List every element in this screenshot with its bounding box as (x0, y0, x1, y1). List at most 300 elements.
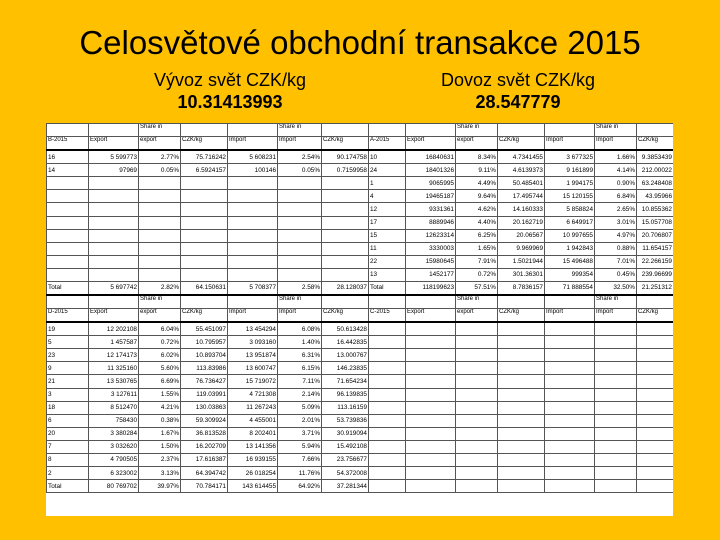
table-row (47, 190, 674, 203)
table-cell: 5 858824 (545, 203, 595, 216)
table-cell: 17.495744 (498, 190, 545, 203)
table-cell (637, 349, 674, 362)
table-cell (456, 322, 498, 336)
table-cell: 13 454294 (228, 322, 278, 336)
table-cell: 2.58% (278, 281, 322, 295)
trade-table-body (47, 124, 674, 493)
trade-table (46, 123, 673, 493)
table-cell (456, 336, 498, 349)
table-cell: 5 608231 (228, 150, 278, 164)
table-cell: 6.84% (595, 190, 637, 203)
table-cell (89, 124, 139, 137)
table-cell (181, 268, 228, 281)
table-cell: 3.71% (278, 427, 322, 440)
table-cell: 4 455001 (228, 414, 278, 427)
import-stat-label: Dovoz svět CZK/kg (440, 70, 596, 90)
table-cell: CZK/kg (181, 137, 228, 151)
table-cell: 3 093160 (228, 336, 278, 349)
table-cell (89, 190, 139, 203)
header-row (47, 137, 674, 151)
table-cell: 59.309924 (181, 414, 228, 427)
table-cell: 6.69% (139, 375, 181, 388)
table-cell (369, 375, 406, 388)
table-cell: 70.784171 (181, 480, 228, 493)
table-cell: 1 994175 (545, 177, 595, 190)
table-cell: 7 (47, 440, 89, 453)
table-cell: 1.55% (139, 388, 181, 401)
table-cell: 1452177 (406, 268, 456, 281)
table-cell: 97969 (89, 164, 139, 177)
table-row (47, 401, 674, 414)
table-cell: 6.02% (139, 349, 181, 362)
table-cell (498, 440, 545, 453)
table-cell: 113.83986 (181, 362, 228, 375)
table-cell (595, 336, 637, 349)
table-cell: export (139, 137, 181, 151)
table-cell: 96.139835 (322, 388, 369, 401)
table-cell (139, 177, 181, 190)
table-cell (322, 177, 369, 190)
table-cell (595, 453, 637, 466)
table-cell: 5.60% (139, 362, 181, 375)
table-cell: 53.739836 (322, 414, 369, 427)
table-cell: 4.62% (456, 203, 498, 216)
table-cell: 0.7159958 (322, 164, 369, 177)
table-cell: Import (228, 309, 278, 323)
table-cell (498, 453, 545, 466)
table-cell: 1.5021944 (498, 255, 545, 268)
table-cell (595, 349, 637, 362)
table-cell: 5 697742 (89, 281, 139, 295)
table-cell (228, 255, 278, 268)
table-cell: 6.31% (278, 349, 322, 362)
table-cell: D-2015 (47, 309, 89, 323)
table-cell (181, 255, 228, 268)
table-row (47, 268, 674, 281)
header-row (47, 309, 674, 323)
table-row (47, 414, 674, 427)
table-cell: CZK/kg (637, 309, 674, 323)
table-cell: 1.65% (456, 242, 498, 255)
table-cell: 0.05% (139, 164, 181, 177)
table-cell: 118199623 (406, 281, 456, 295)
table-cell: 0.72% (456, 268, 498, 281)
table-cell: 28.128037 (322, 281, 369, 295)
table-cell: 0.38% (139, 414, 181, 427)
table-cell (369, 388, 406, 401)
table-cell: 10 (369, 150, 406, 164)
table-row (47, 164, 674, 177)
table-cell: 15 496488 (545, 255, 595, 268)
table-cell: 13 141356 (228, 440, 278, 453)
table-cell: 3.01% (595, 216, 637, 229)
table-cell: 4.40% (456, 216, 498, 229)
table-cell: 90.174758 (322, 150, 369, 164)
table-cell: 3 (47, 388, 89, 401)
table-cell: Export (406, 137, 456, 151)
table-cell (456, 414, 498, 427)
table-row (47, 388, 674, 401)
table-cell: export (456, 137, 498, 151)
table-cell: 2.01% (278, 414, 322, 427)
table-cell: 2.77% (139, 150, 181, 164)
table-cell (47, 268, 89, 281)
table-row (47, 375, 674, 388)
table-cell: 1 942843 (545, 242, 595, 255)
table-cell (228, 216, 278, 229)
header-row (47, 295, 674, 309)
table-cell: 5 599773 (89, 150, 139, 164)
table-cell: 20 (47, 427, 89, 440)
table-cell: 0.45% (595, 268, 637, 281)
table-cell: Import (228, 137, 278, 151)
table-cell: 11.76% (278, 467, 322, 480)
table-cell: 15.057708 (637, 216, 674, 229)
table-cell (406, 414, 456, 427)
table-cell: Export (406, 309, 456, 323)
table-cell: 21.251312 (637, 281, 674, 295)
table-cell: 0.72% (139, 336, 181, 349)
table-cell (545, 375, 595, 388)
table-cell (637, 467, 674, 480)
table-row (47, 242, 674, 255)
table-cell: 50.613428 (322, 322, 369, 336)
table-cell (498, 480, 545, 493)
table-cell: Share in (139, 124, 181, 137)
table-cell: 2.65% (595, 203, 637, 216)
table-cell: Share in (278, 295, 322, 309)
table-cell (545, 401, 595, 414)
table-cell: 3 677325 (545, 150, 595, 164)
table-row (47, 255, 674, 268)
table-cell (456, 480, 498, 493)
table-cell (47, 255, 89, 268)
table-cell (369, 427, 406, 440)
table-cell: 1.67% (139, 427, 181, 440)
table-cell (406, 480, 456, 493)
table-cell: 57.51% (456, 281, 498, 295)
table-cell (595, 375, 637, 388)
export-stat-label: Vývoz svět CZK/kg (153, 70, 307, 90)
table-cell (228, 242, 278, 255)
table-cell (47, 190, 89, 203)
table-cell: 4 (369, 190, 406, 203)
table-cell: Share in (456, 124, 498, 137)
table-cell: 16 939155 (228, 453, 278, 466)
table-cell: 15 719072 (228, 375, 278, 388)
table-cell (278, 177, 322, 190)
table-row (47, 427, 674, 440)
table-cell (406, 427, 456, 440)
table-cell: 16.442835 (322, 336, 369, 349)
table-cell: Export (89, 137, 139, 151)
table-cell (89, 216, 139, 229)
table-cell (369, 480, 406, 493)
table-cell: 2.54% (278, 150, 322, 164)
table-cell (47, 177, 89, 190)
table-cell: 7.01% (595, 255, 637, 268)
table-cell (369, 124, 406, 137)
table-cell: 3 380284 (89, 427, 139, 440)
table-cell: 36.813528 (181, 427, 228, 440)
table-cell (498, 401, 545, 414)
table-cell: CZK/kg (322, 309, 369, 323)
slide-title: Celosvětové obchodní transakce 2015 (79, 24, 641, 61)
table-cell: 7.11% (278, 375, 322, 388)
table-cell: 7.66% (278, 453, 322, 466)
table-cell: B-2015 (47, 137, 89, 151)
table-cell (369, 295, 406, 309)
table-cell: 10 997655 (545, 229, 595, 242)
table-cell (89, 229, 139, 242)
table-cell: 0.05% (278, 164, 322, 177)
table-cell (637, 336, 674, 349)
table-cell (545, 467, 595, 480)
table-cell: Share in (139, 295, 181, 309)
table-cell (406, 336, 456, 349)
table-cell (322, 124, 369, 137)
table-cell (595, 467, 637, 480)
table-cell (181, 242, 228, 255)
table-cell (89, 242, 139, 255)
table-cell (456, 440, 498, 453)
table-cell: 22.266159 (637, 255, 674, 268)
table-cell: 8 512470 (89, 401, 139, 414)
table-cell: 13 (369, 268, 406, 281)
table-cell (139, 242, 181, 255)
table-cell: 758430 (89, 414, 139, 427)
table-cell: 0.90% (595, 177, 637, 190)
table-cell (637, 322, 674, 336)
table-cell: Import (545, 309, 595, 323)
table-cell (278, 242, 322, 255)
table-cell (637, 401, 674, 414)
table-cell (637, 427, 674, 440)
table-cell: 39.97% (139, 480, 181, 493)
table-cell: 71 888554 (545, 281, 595, 295)
table-cell (545, 427, 595, 440)
table-cell (637, 388, 674, 401)
table-cell: 143 614455 (228, 480, 278, 493)
table-cell (637, 124, 674, 137)
table-cell: export (139, 309, 181, 323)
table-cell: 20.06567 (498, 229, 545, 242)
table-cell (595, 440, 637, 453)
table-cell: 13 530765 (89, 375, 139, 388)
table-cell: 1 (369, 177, 406, 190)
table-cell: 37.281344 (322, 480, 369, 493)
import-stat (418, 69, 618, 113)
table-cell (139, 216, 181, 229)
export-stat (135, 69, 325, 113)
table-cell: 14.160333 (498, 203, 545, 216)
table-cell: Import (278, 137, 322, 151)
table-cell (228, 295, 278, 309)
table-cell: 2.37% (139, 453, 181, 466)
table-cell (406, 295, 456, 309)
table-cell: 54.372008 (322, 467, 369, 480)
table-cell: 21 (47, 375, 89, 388)
table-cell (181, 190, 228, 203)
table-cell (228, 268, 278, 281)
table-cell (406, 322, 456, 336)
table-cell: 4.49% (456, 177, 498, 190)
table-cell (545, 480, 595, 493)
table-cell: Share in (278, 124, 322, 137)
table-cell (595, 427, 637, 440)
total-row (47, 480, 674, 493)
table-cell: 4 790505 (89, 453, 139, 466)
table-cell (47, 203, 89, 216)
table-cell: Import (545, 137, 595, 151)
table-cell: CZK/kg (498, 309, 545, 323)
table-cell (545, 388, 595, 401)
table-cell (369, 440, 406, 453)
table-cell (545, 453, 595, 466)
table-cell (47, 216, 89, 229)
table-cell: 8.7836157 (498, 281, 545, 295)
table-cell: 6.08% (278, 322, 322, 336)
table-cell: 17.616387 (181, 453, 228, 466)
table-cell: export (456, 309, 498, 323)
table-cell: CZK/kg (322, 137, 369, 151)
table-cell: 130.03863 (181, 401, 228, 414)
table-cell (322, 255, 369, 268)
table-cell: 16 (47, 150, 89, 164)
table-cell: 9065995 (406, 177, 456, 190)
table-cell (545, 440, 595, 453)
import-stat-value: 28.547779 (475, 92, 561, 112)
table-cell: 1 457587 (89, 336, 139, 349)
table-cell: 64.150631 (181, 281, 228, 295)
table-cell: 100146 (228, 164, 278, 177)
table-cell: 26 018254 (228, 467, 278, 480)
table-row (47, 229, 674, 242)
table-cell (406, 349, 456, 362)
table-cell: Total (369, 281, 406, 295)
table-cell (406, 453, 456, 466)
table-cell: 23 (47, 349, 89, 362)
table-cell: A-2015 (369, 137, 406, 151)
table-cell (545, 336, 595, 349)
table-cell (456, 362, 498, 375)
table-cell (406, 388, 456, 401)
table-cell (637, 362, 674, 375)
table-cell: 3 127611 (89, 388, 139, 401)
table-cell: 12 174173 (89, 349, 139, 362)
table-cell: 12 (369, 203, 406, 216)
table-cell (89, 295, 139, 309)
table-cell: 113.16159 (322, 401, 369, 414)
table-cell: Total (47, 281, 89, 295)
table-cell (406, 124, 456, 137)
table-cell: Total (47, 480, 89, 493)
table-cell (498, 467, 545, 480)
table-cell: 11 267243 (228, 401, 278, 414)
table-cell (369, 336, 406, 349)
table-cell: 80 769702 (89, 480, 139, 493)
table-row (47, 177, 674, 190)
table-cell: 0.88% (595, 242, 637, 255)
table-cell: 4.97% (595, 229, 637, 242)
table-cell (545, 362, 595, 375)
table-cell (278, 255, 322, 268)
table-cell: 5.94% (278, 440, 322, 453)
table-cell: Import (595, 137, 637, 151)
table-cell: 17 (369, 216, 406, 229)
table-cell: 32.50% (595, 281, 637, 295)
table-cell (545, 124, 595, 137)
table-cell: 13 600747 (228, 362, 278, 375)
table-cell: 9.64% (456, 190, 498, 203)
table-cell: 15 (369, 229, 406, 242)
table-cell: 18401326 (406, 164, 456, 177)
table-cell: 76.736427 (181, 375, 228, 388)
spreadsheet-image (46, 123, 673, 516)
table-cell (89, 268, 139, 281)
table-row (47, 322, 674, 336)
table-cell: 3.13% (139, 467, 181, 480)
table-cell (456, 401, 498, 414)
table-cell: 19465187 (406, 190, 456, 203)
table-cell (228, 177, 278, 190)
table-cell (498, 124, 545, 137)
table-cell: 6.15% (278, 362, 322, 375)
table-cell (595, 401, 637, 414)
table-cell (545, 295, 595, 309)
table-cell: 999354 (545, 268, 595, 281)
table-cell: 2.82% (139, 281, 181, 295)
table-cell (637, 480, 674, 493)
table-cell (545, 349, 595, 362)
table-cell: 24 (369, 164, 406, 177)
table-cell (456, 427, 498, 440)
table-row (47, 349, 674, 362)
table-cell: 12623314 (406, 229, 456, 242)
table-cell: 71.654234 (322, 375, 369, 388)
table-cell: 50.485401 (498, 177, 545, 190)
table-row (47, 150, 674, 164)
export-stat-value: 10.31413993 (177, 92, 283, 112)
table-cell: 8.34% (456, 150, 498, 164)
table-cell (369, 362, 406, 375)
table-cell (369, 322, 406, 336)
table-cell (406, 362, 456, 375)
table-cell: 75.716242 (181, 150, 228, 164)
table-cell (498, 295, 545, 309)
table-cell (47, 124, 89, 137)
table-cell (369, 414, 406, 427)
table-cell: C-2015 (369, 309, 406, 323)
table-cell: 15 120155 (545, 190, 595, 203)
table-cell: 3330003 (406, 242, 456, 255)
table-cell: CZK/kg (498, 137, 545, 151)
table-cell: Share in (595, 295, 637, 309)
table-cell (369, 453, 406, 466)
table-cell (181, 177, 228, 190)
table-cell: 13 951874 (228, 349, 278, 362)
table-cell: 19 (47, 322, 89, 336)
table-cell (456, 453, 498, 466)
table-cell: 9.969969 (498, 242, 545, 255)
table-cell (456, 375, 498, 388)
table-cell: 9.3853439 (637, 150, 674, 164)
table-cell (322, 229, 369, 242)
table-cell (456, 388, 498, 401)
table-cell: 15.492108 (322, 440, 369, 453)
table-cell (278, 190, 322, 203)
table-cell: 1.40% (278, 336, 322, 349)
